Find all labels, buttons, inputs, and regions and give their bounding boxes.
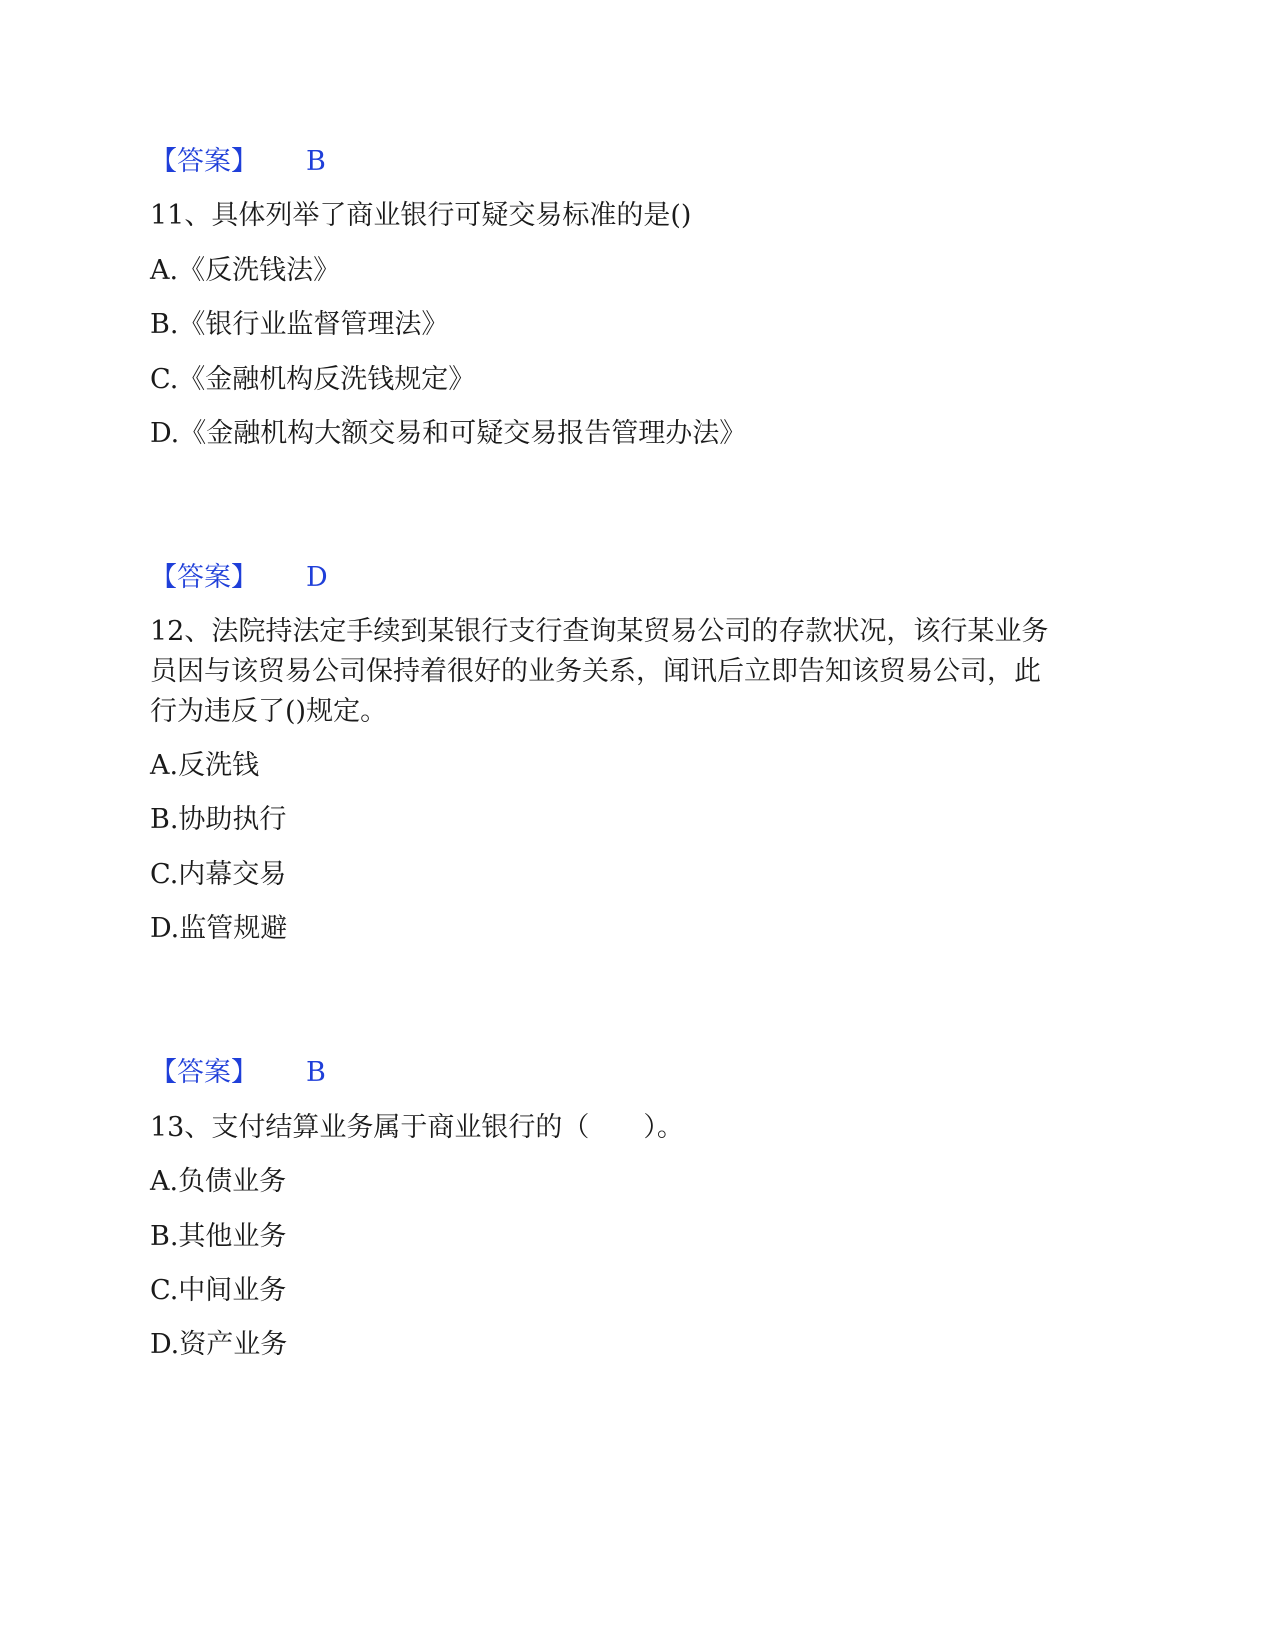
answer-tag: 【答案】 [150, 1057, 258, 1088]
option-d: D.《金融机构大额交易和可疑交易报告管理办法》 [150, 418, 747, 449]
option-b: B.《银行业监督管理法》 [150, 309, 449, 340]
answer-letter: B [306, 146, 326, 177]
question-stem-line-1: 12、法院持法定手续到某银行支行查询某贸易公司的存款状况，该行某业务 [150, 616, 1049, 647]
answer-line [150, 1053, 326, 1093]
option-a: A.负债业务 [150, 1166, 287, 1197]
option-c: C.《金融机构反洗钱规定》 [150, 364, 476, 395]
option-b: B.其他业务 [150, 1221, 287, 1252]
option-d: D.监管规避 [150, 913, 288, 944]
answer-line [150, 558, 328, 598]
answer-line [150, 142, 326, 182]
question-stem: 11、具体列举了商业银行可疑交易标准的是() [150, 200, 692, 231]
question-stem-line-2: 员因与该贸易公司保持着很好的业务关系，闻讯后立即告知该贸易公司，此 [150, 656, 1041, 687]
option-b: B.协助执行 [150, 804, 287, 835]
answer-letter: B [306, 1057, 326, 1088]
option-a: A.反洗钱 [150, 750, 260, 781]
answer-tag: 【答案】 [150, 562, 258, 593]
question-stem-line-3: 行为违反了()规定。 [150, 696, 388, 727]
answer-letter: D [306, 562, 328, 593]
option-d: D.资产业务 [150, 1329, 288, 1360]
question-stem: 13、支付结算业务属于商业银行的（ ）。 [150, 1112, 684, 1143]
option-c: C.中间业务 [150, 1275, 287, 1306]
option-c: C.内幕交易 [150, 859, 287, 890]
option-a: A.《反洗钱法》 [150, 255, 341, 286]
answer-tag: 【答案】 [150, 146, 258, 177]
